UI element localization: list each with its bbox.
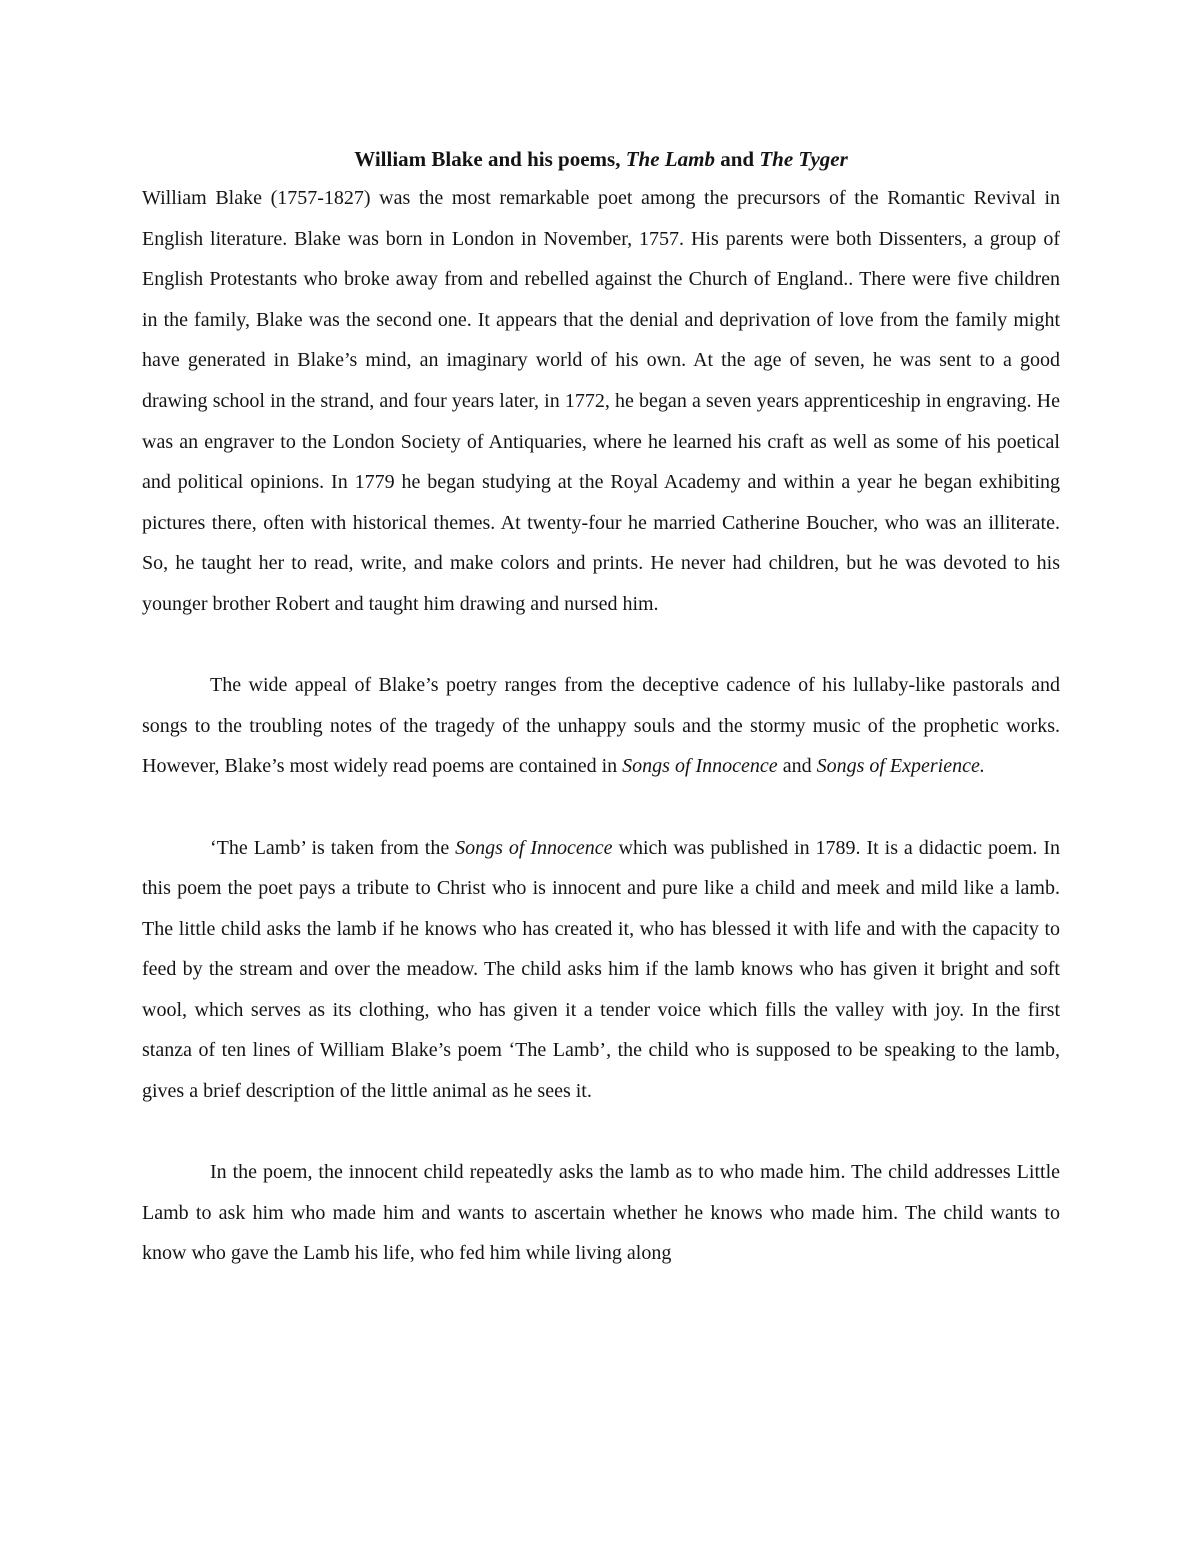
paragraph-appeal xyxy=(142,665,1060,787)
document-title xyxy=(142,140,1060,178)
title-italic-tyger: The Tyger xyxy=(759,147,848,171)
paragraph-lamb xyxy=(142,828,1060,1112)
document-body xyxy=(142,140,1060,1274)
paragraph-appeal-italic-innocence: Songs of Innocence xyxy=(622,755,778,778)
paragraph-lamb-italic-innocence: Songs of Innocence xyxy=(455,836,613,859)
paragraph-biography: William Blake (1757-1827) was the most remarkable poet among the precursors of the Romantic Revival in English literature. Blake was born in London in November, 1757. His parents were both Dissenters, a group of English Protestants who broke away from and rebelled against the Church of England.. There were five children in the family, Blake was the second one. It appears that the denial and deprivation of love from the family might have generated in Blake’s mind, an imaginary world of his own. At the age of seven, he was sent to a good drawing school in the strand, and four years later, in 1772, he began a seven years apprenticeship in engraving. He was an engraver to the London Society of Antiquaries, where he learned his craft as well as some of his poetical and political opinions. In 1779 he began studying at the Royal Academy and within a year he began exhibiting pictures there, often with historical themes. At twenty-four he married Catherine Boucher, who was an illiterate. So, he taught her to read, write, and make colors and prints. He never had children, but he was devoted to his younger brother Robert and taught him drawing and nursed him. xyxy=(142,187,1060,615)
paragraph-lamb-text-1: ‘The Lamb’ is taken from the xyxy=(210,836,456,859)
paragraph-gap xyxy=(142,625,1060,666)
paragraph-gap xyxy=(142,1112,1060,1153)
paragraph-appeal-text-2: and xyxy=(777,755,817,778)
title-text-1: William Blake and his poems, xyxy=(354,147,626,171)
paragraph-lamb-text-2: which was published in 1789. It is a didactic poem. In this poem the poet pays a tribute to Christ who is innocent and pure like a child and meek and mild like a lamb. The little child asks the lamb if he knows who has created it, who has blessed it with life and with the capacity to feed by the stream and over the meadow. The child asks him if the lamb knows who has given it bright and soft wool, which serves as its clothing, who has given it a tender voice which fills the valley with joy. In the first stanza of ten lines of William Blake’s poem ‘The Lamb’, the child who is supposed to be speaking to the lamb, gives a brief description of the little animal as he sees it. xyxy=(142,836,1061,1103)
paragraph-gap xyxy=(142,787,1060,828)
paragraph-poem: In the poem, the innocent child repeatedly asks the lamb as to who made him. The child addresses Little Lamb to ask him who made him and wants to ascertain whether he knows who made him. The child wants to know who gave the Lamb his life, who fed him while living along xyxy=(142,1161,1060,1265)
paragraph-appeal-italic-experience: Songs of Experience. xyxy=(816,755,985,778)
title-italic-lamb: The Lamb xyxy=(625,147,715,171)
paragraph-appeal-text-1: The wide appeal of Blake’s poetry ranges from the deceptive cadence of his lullaby-like pastorals and songs to the troubling notes of the tragedy of the unhappy souls and the stormy music of the prophetic works. However, Blake’s most widely read poems are contained in xyxy=(142,674,1060,778)
title-text-2: and xyxy=(714,147,760,171)
